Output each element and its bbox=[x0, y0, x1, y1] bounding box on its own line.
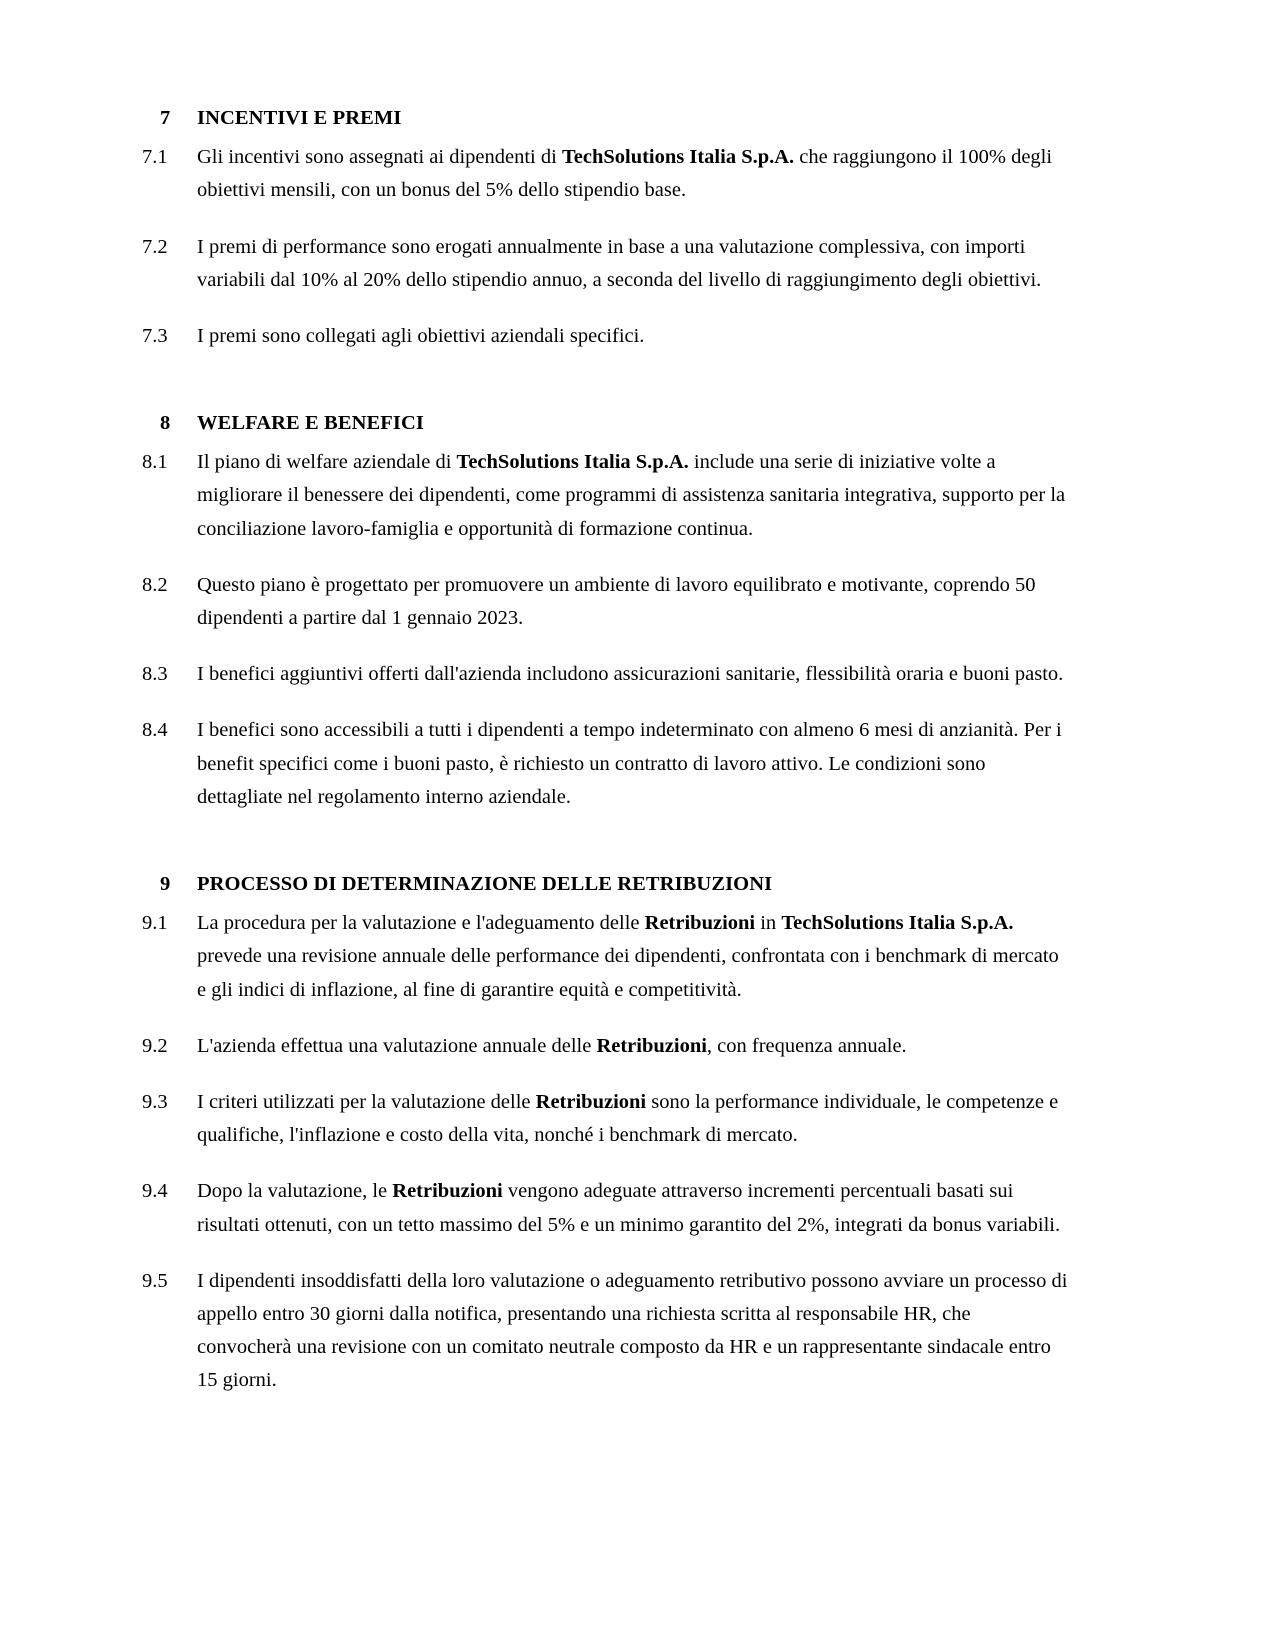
clause bbox=[142, 569, 1070, 635]
clause-text bbox=[197, 714, 1070, 814]
document-body bbox=[142, 104, 1070, 1398]
clause-text bbox=[197, 320, 1070, 353]
section-number: 9 bbox=[160, 873, 171, 896]
clause-number: 9.4 bbox=[142, 1180, 168, 1203]
clause-text bbox=[197, 1030, 1070, 1063]
emphasis-term: Retribuzioni bbox=[535, 1090, 647, 1113]
clause-text bbox=[197, 907, 1070, 1007]
clause bbox=[142, 1086, 1070, 1152]
clause bbox=[142, 141, 1070, 207]
clause bbox=[142, 1265, 1070, 1398]
clause-text bbox=[197, 141, 1070, 207]
clause bbox=[142, 1175, 1070, 1241]
clause-text bbox=[197, 1086, 1070, 1152]
clause-text bbox=[197, 569, 1070, 635]
clause-run: La procedura per la valutazione e l'adeguamento delle bbox=[197, 912, 645, 935]
clause-number: 8.4 bbox=[142, 719, 168, 742]
clause-number: 8.3 bbox=[142, 663, 168, 686]
section-heading bbox=[142, 870, 1070, 899]
clause-number: 9.3 bbox=[142, 1090, 168, 1113]
emphasis-term: TechSolutions Italia S.p.A. bbox=[561, 146, 795, 169]
clause-run: I benefici sono accessibili a tutti i dipendenti a tempo indeterminato con almeno 6 mesi di anzianità. Per i benefit specifici come i buoni pasto, è richiesto un contratto di lavoro attivo. Le condizioni sono dettagliate nel regolamento interno aziendale. bbox=[197, 719, 1062, 808]
emphasis-term: TechSolutions Italia S.p.A. bbox=[456, 451, 689, 474]
clause-number: 7.3 bbox=[142, 324, 168, 347]
clause-run: Gli incentivi sono assegnati ai dipendenti di bbox=[197, 146, 562, 169]
clause-text bbox=[197, 658, 1070, 691]
section-title: PROCESSO DI DETERMINAZIONE DELLE RETRIBUZIONI bbox=[197, 873, 773, 896]
clause-run: I benefici aggiuntivi offerti dall'azienda includono assicurazioni sanitarie, flessibilità oraria e buoni pasto. bbox=[197, 663, 1064, 686]
emphasis-term: Retribuzioni bbox=[392, 1180, 503, 1203]
clause-number: 7.2 bbox=[142, 235, 168, 258]
clause-run: , con frequenza annuale. bbox=[706, 1034, 907, 1057]
clause-run: I premi di performance sono erogati annualmente in base a una valutazione complessiva, con importi variabili dal 10% al 20% dello stipendio annuo, a seconda del livello di raggiungimento degli obiettivi. bbox=[197, 235, 1042, 291]
emphasis-term: Retribuzioni bbox=[644, 912, 756, 935]
clause-run: vengono adeguate attraverso incrementi percentuali basati sui risultati ottenuti, con un tetto massimo del 5% e un minimo garantito del 2%, integrati da bonus variabili. bbox=[197, 1180, 1061, 1236]
clause bbox=[142, 658, 1070, 691]
section-number: 8 bbox=[160, 412, 171, 435]
clause-run: I dipendenti insoddisfatti della loro valutazione o adeguamento retributivo possono avviare un processo di appello entro 30 giorni dalla notifica, presentando una richiesta scritta al responsabile HR, che convocherà una revisione con un comitato neutrale composto da HR e un rappresentante sindacale entro 15 giorni. bbox=[197, 1269, 1068, 1392]
clause-number: 7.1 bbox=[142, 146, 168, 169]
section-title: WELFARE E BENEFICI bbox=[197, 412, 424, 435]
clause-run: in bbox=[755, 912, 782, 935]
clause-text bbox=[197, 231, 1070, 297]
clause-run: che raggiungono il 100% degli obiettivi mensili, con un bonus del 5% dello stipendio base. bbox=[197, 146, 1053, 202]
clause-number: 8.2 bbox=[142, 573, 168, 596]
clause-run: sono la performance individuale, le competenze e qualifiche, l'inflazione e costo della vita, nonché i benchmark di mercato. bbox=[197, 1090, 1059, 1147]
clause bbox=[142, 320, 1070, 353]
clause-run: L'azienda effettua una valutazione annuale delle bbox=[197, 1034, 597, 1057]
clause-text bbox=[197, 446, 1070, 546]
clause bbox=[142, 446, 1070, 546]
clause-number: 9.5 bbox=[142, 1269, 168, 1292]
clause-text bbox=[197, 1265, 1070, 1398]
section-number: 7 bbox=[160, 107, 171, 129]
section-heading bbox=[142, 104, 1070, 133]
section-heading bbox=[142, 409, 1070, 438]
clause bbox=[142, 231, 1070, 297]
clause bbox=[142, 714, 1070, 814]
clause-run: I criteri utilizzati per la valutazione delle bbox=[197, 1090, 536, 1113]
clause-run: Il piano di welfare aziendale di bbox=[197, 451, 457, 474]
emphasis-term: Retribuzioni bbox=[596, 1034, 707, 1057]
clause-run: include una serie di iniziative volte a migliorare il benessere dei dipendenti, come programmi di assistenza sanitaria integrativa, supporto per la conciliazione lavoro-famiglia e opportunità di formazione continua. bbox=[197, 451, 1066, 540]
clause-number: 8.1 bbox=[142, 451, 168, 474]
clause-run: Questo piano è progettato per promuovere un ambiente di lavoro equilibrato e motivante, coprendo 50 dipendenti a partire dal 1 gennaio 2023. bbox=[197, 573, 1036, 630]
clause-number: 9.2 bbox=[142, 1034, 168, 1057]
clause bbox=[142, 907, 1070, 1007]
clause-run: I premi sono collegati agli obiettivi aziendali specifici. bbox=[197, 324, 645, 347]
clause-run: prevede una revisione annuale delle performance dei dipendenti, confrontata con i benchmark di mercato e gli indici di inflazione, al fine di garantire equità e competitività. bbox=[197, 945, 1059, 1001]
clause bbox=[142, 1030, 1070, 1063]
clause-number: 9.1 bbox=[142, 912, 168, 935]
clause-run: Dopo la valutazione, le bbox=[197, 1180, 393, 1203]
emphasis-term: TechSolutions Italia S.p.A. bbox=[781, 912, 1014, 935]
section-title: INCENTIVI E PREMI bbox=[197, 107, 402, 129]
clause-text bbox=[197, 1175, 1070, 1241]
